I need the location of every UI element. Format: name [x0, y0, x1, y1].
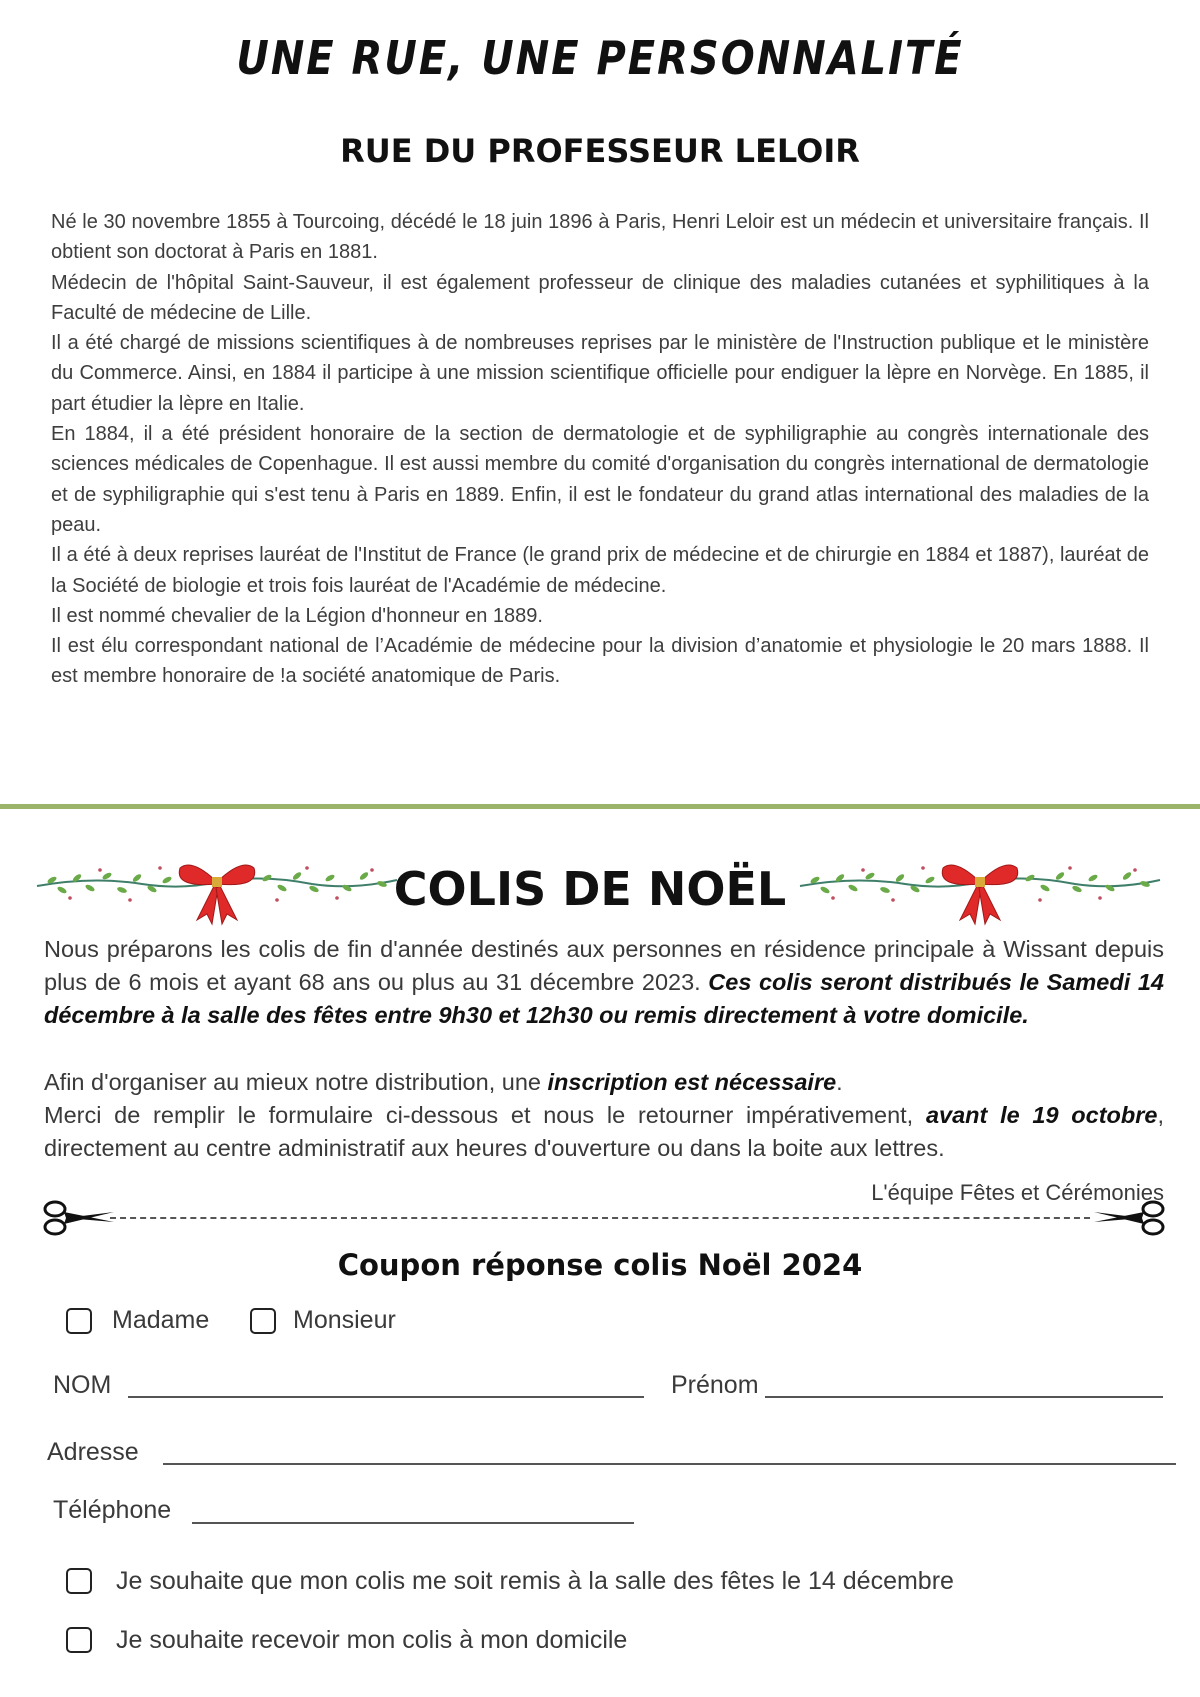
adresse-label: Adresse: [47, 1438, 139, 1466]
pickup-salle-label: Je souhaite que mon colis me soit remis à la salle des fêtes le 14 décembre: [116, 1567, 954, 1595]
monsieur-label: Monsieur: [293, 1306, 396, 1334]
noel-instructions: [44, 1066, 1164, 1165]
signature: L'équipe Fêtes et Cérémonies: [871, 1180, 1164, 1205]
garland-bow-icon: [32, 858, 402, 928]
intro-emphasis: Ces colis seront distribués le Samedi 14 décembre à la salle des fêtes entre 9h30 et 12h30 ou remis directement à votre domicile.: [44, 969, 1164, 1028]
bio-paragraph: Né le 30 novembre 1855 à Tourcoing, décédé le 18 juin 1896 à Paris, Henri Leloir est un médecin et universitaire français. Il obtient son doctorat à Paris en 1881.: [51, 211, 1149, 264]
bio-paragraph: Il a été à deux reprises lauréat de l'Institut de France (le grand prix de médecine et de chirurgie en 1884 et 1887), lauréat de la Société de biologie et trois fois lauréat de l'Académie de médecine.: [51, 544, 1149, 597]
coupon-title: Coupon réponse colis Noël 2024: [337, 1248, 863, 1282]
telephone-label: Téléphone: [53, 1496, 172, 1524]
noel-intro: [44, 933, 1164, 1032]
biography-text: [51, 207, 1149, 692]
cut-line: [110, 1217, 1090, 1219]
nom-input[interactable]: [128, 1396, 644, 1398]
garland-bow-icon: [795, 858, 1165, 928]
instructions-line-1: Afin d'organiser au mieux notre distribution, une inscription est nécessaire.: [44, 1069, 843, 1095]
intro-text: Nous préparons les colis de fin d'année destinés aux personnes en résidence principale à Wissant depuis plus de 6 mois et ayant 68 ans ou plus au 31 décembre 2023.: [44, 936, 1164, 995]
adresse-input[interactable]: [163, 1463, 1176, 1465]
pickup-salle-checkbox[interactable]: [66, 1568, 92, 1594]
prenom-label: Prénom: [671, 1371, 759, 1399]
section-divider: [0, 804, 1200, 809]
noel-header: [0, 858, 1200, 938]
registration-required: inscription est nécessaire: [547, 1069, 837, 1095]
page-title: UNE RUE, UNE PERSONNALITÉ: [236, 32, 964, 86]
bio-paragraph: Il est nommé chevalier de la Légion d'honneur en 1889.: [51, 604, 543, 627]
bio-paragraph: Il est élu correspondant national de l’Académie de médecine pour la division d’anatomie et physiologie le 20 mars 1888. Il est membre honoraire de !a société anatomique de Paris.: [51, 635, 1149, 688]
noel-title: COLIS DE NOËL: [393, 862, 787, 916]
bio-paragraph: Il a été chargé de missions scientifiques à de nombreuses reprises par le ministère de l'Instruction publique et le ministère du Commerce. Ainsi, en 1884 il participe à une mission scientifique officielle pour endiguer la lèpre en Norvège. En 1885, il part étudier la lèpre en Italie.: [51, 332, 1149, 415]
scissors-icon: [1090, 1198, 1166, 1238]
telephone-input[interactable]: [192, 1522, 634, 1524]
home-delivery-checkbox[interactable]: [66, 1627, 92, 1653]
prenom-input[interactable]: [765, 1396, 1163, 1398]
home-delivery-label: Je souhaite recevoir mon colis à mon domicile: [116, 1626, 628, 1654]
deadline: avant le 19 octobre: [925, 1102, 1158, 1128]
bio-paragraph: En 1884, il a été président honoraire de la section de dermatologie et de syphiligraphie au congrès internationale des sciences médicales de Copenhague. Il est aussi membre du comité d'organisation du congrès international de dermatologie et de syphiligraphie qui s'est tenu à Paris en 1889. Enfin, il est le fondateur du grand atlas international des maladies de la peau.: [51, 423, 1149, 536]
scissors-icon: [42, 1198, 118, 1238]
nom-label: NOM: [53, 1371, 112, 1399]
instructions-line-2: Merci de remplir le formulaire ci-dessous et nous le retourner impérativement, avant le 19 octobre, directement au centre administratif aux heures d'ouverture ou dans la boite aux lettres.: [44, 1102, 1164, 1161]
bio-paragraph: Médecin de l'hôpital Saint-Sauveur, il est également professeur de clinique des maladies cutanées et syphilitiques à la Faculté de médecine de Lille.: [51, 271, 1149, 324]
madame-checkbox[interactable]: [66, 1308, 92, 1334]
madame-label: Madame: [112, 1306, 210, 1334]
monsieur-checkbox[interactable]: [250, 1308, 276, 1334]
street-name-heading: RUE DU PROFESSEUR LELOIR: [340, 132, 860, 170]
